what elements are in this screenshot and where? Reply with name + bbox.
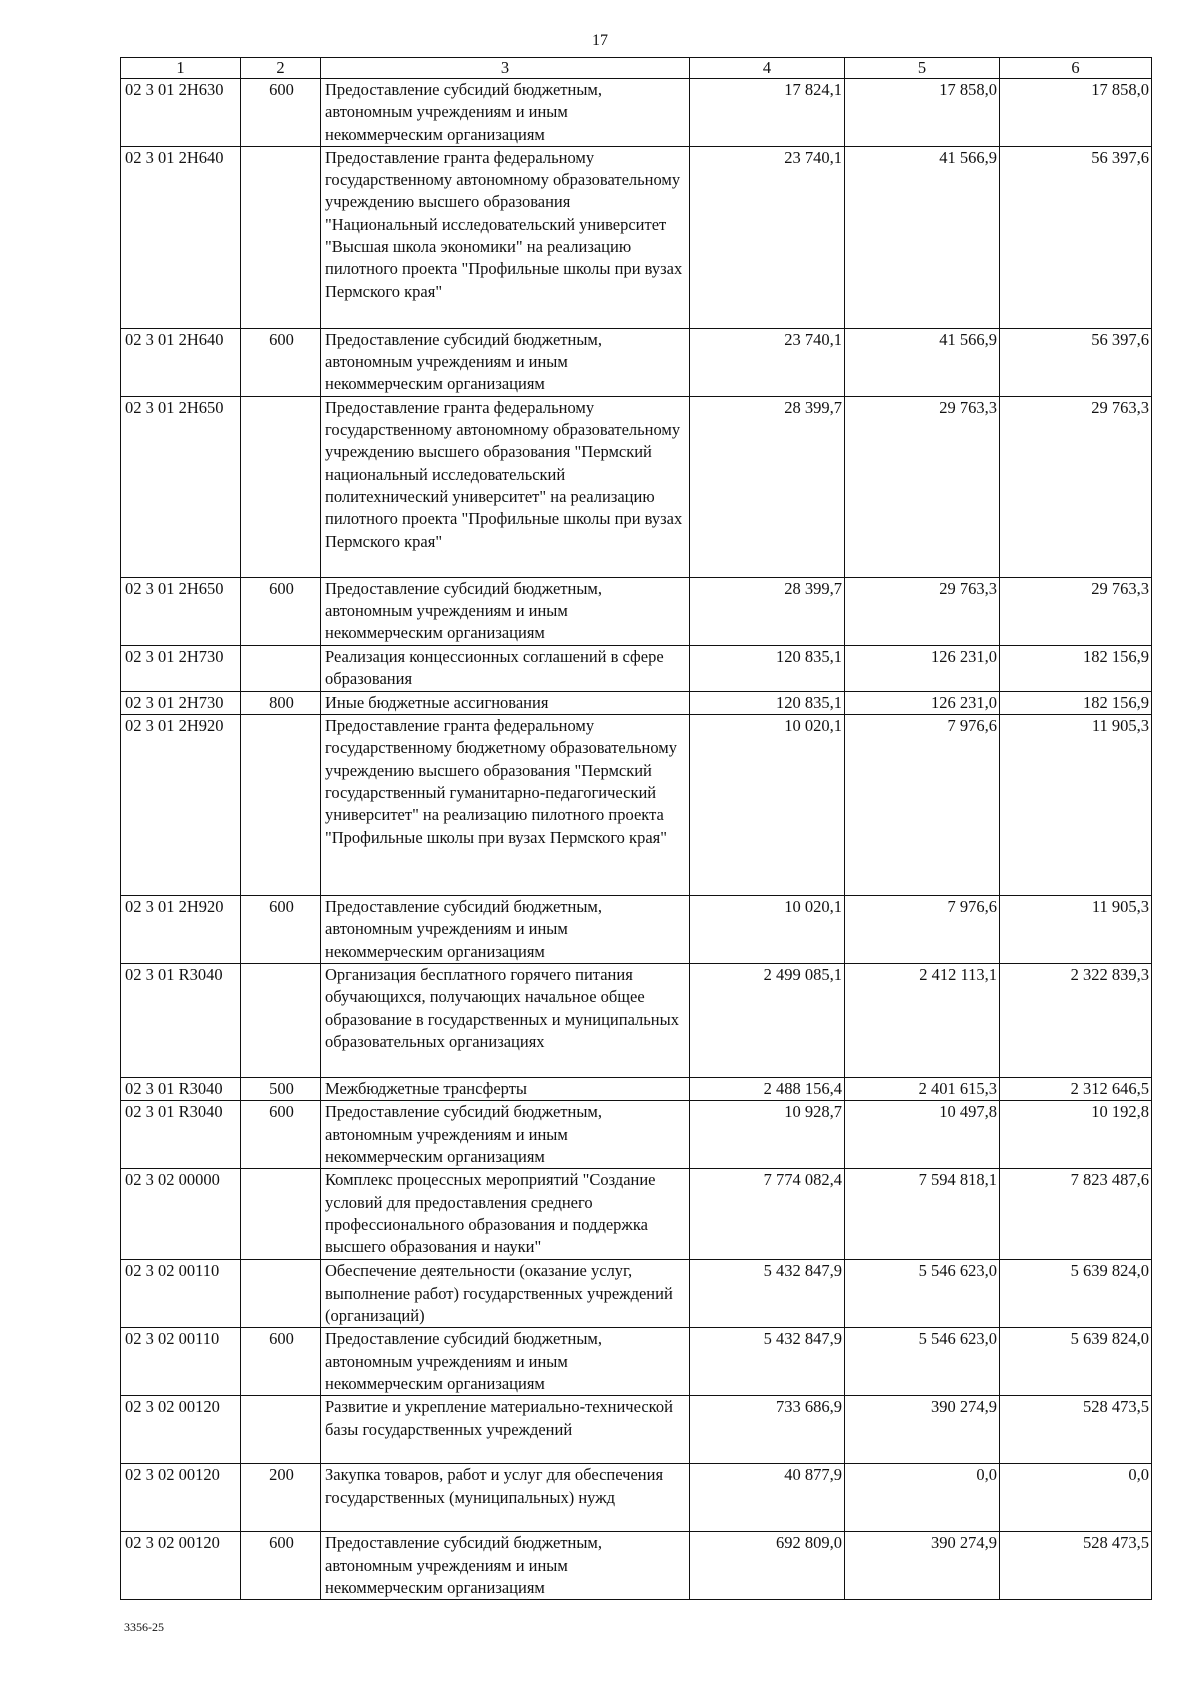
table-row — [121, 1101, 1152, 1169]
row-expense-type — [241, 1396, 321, 1464]
row-value-2024: 10 928,7 — [690, 1101, 845, 1169]
row-value-2025: 390 274,9 — [845, 1396, 1000, 1464]
column-header-6: 6 — [1000, 58, 1152, 79]
row-code: 02 3 01 2Н630 — [121, 79, 241, 147]
row-value-2025: 41 566,9 — [845, 328, 1000, 396]
row-value-2025: 17 858,0 — [845, 79, 1000, 147]
row-name: Предоставление субсидий бюджетным, автономным учреждениям и иным некоммерческим организациям — [321, 1532, 690, 1600]
row-code: 02 3 02 00110 — [121, 1328, 241, 1396]
row-code: 02 3 01 2Н730 — [121, 645, 241, 691]
row-name: Иные бюджетные ассигнования — [321, 691, 690, 714]
row-value-2025: 41 566,9 — [845, 146, 1000, 328]
row-value-2025: 126 231,0 — [845, 645, 1000, 691]
row-name: Предоставление гранта федеральному государственному автономному образовательному учреждению высшего образования "Пермский национальный исследовательский политехнический университет" на реализацию пилотного проекта "Профильные школы при вузах Пермского края" — [321, 396, 690, 577]
row-name: Предоставление гранта федеральному государственному автономному образовательному учреждению высшего образования "Национальный исследовательский университет "Высшая школа экономики" на реализацию пилотного проекта "Профильные школы при вузах Пермского края" — [321, 146, 690, 328]
row-value-2025: 7 976,6 — [845, 896, 1000, 964]
row-value-2025: 7 594 818,1 — [845, 1169, 1000, 1260]
row-expense-type — [241, 1260, 321, 1328]
table-row — [121, 1532, 1152, 1600]
row-code: 02 3 02 00120 — [121, 1464, 241, 1532]
table-row — [121, 691, 1152, 714]
table-row — [121, 1169, 1152, 1260]
row-value-2026: 5 639 824,0 — [1000, 1260, 1152, 1328]
row-name: Предоставление субсидий бюджетным, автономным учреждениям и иным некоммерческим организациям — [321, 328, 690, 396]
row-value-2024: 10 020,1 — [690, 896, 845, 964]
row-expense-type: 600 — [241, 896, 321, 964]
row-value-2025: 2 412 113,1 — [845, 964, 1000, 1078]
row-value-2024: 17 824,1 — [690, 79, 845, 147]
row-expense-type — [241, 715, 321, 896]
row-value-2025: 7 976,6 — [845, 715, 1000, 896]
row-expense-type — [241, 964, 321, 1078]
row-value-2026: 0,0 — [1000, 1464, 1152, 1532]
table-row — [121, 146, 1152, 328]
row-value-2024: 5 432 847,9 — [690, 1260, 845, 1328]
row-value-2026: 528 473,5 — [1000, 1396, 1152, 1464]
row-value-2026: 2 312 646,5 — [1000, 1078, 1152, 1101]
row-code: 02 3 02 00110 — [121, 1260, 241, 1328]
row-name: Предоставление субсидий бюджетным, автономным учреждениям и иным некоммерческим организациям — [321, 577, 690, 645]
table-row — [121, 964, 1152, 1078]
table-row — [121, 1464, 1152, 1532]
row-value-2024: 28 399,7 — [690, 577, 845, 645]
row-value-2024: 120 835,1 — [690, 645, 845, 691]
row-value-2025: 126 231,0 — [845, 691, 1000, 714]
row-expense-type — [241, 396, 321, 577]
row-value-2024: 28 399,7 — [690, 396, 845, 577]
row-expense-type: 600 — [241, 328, 321, 396]
row-value-2025: 5 546 623,0 — [845, 1328, 1000, 1396]
row-expense-type: 600 — [241, 1532, 321, 1600]
row-expense-type: 600 — [241, 79, 321, 147]
row-expense-type: 600 — [241, 1328, 321, 1396]
row-code: 02 3 01 2Н920 — [121, 715, 241, 896]
row-value-2024: 2 488 156,4 — [690, 1078, 845, 1101]
row-value-2025: 0,0 — [845, 1464, 1000, 1532]
row-expense-type — [241, 645, 321, 691]
row-value-2026: 29 763,3 — [1000, 396, 1152, 577]
row-value-2024: 23 740,1 — [690, 328, 845, 396]
row-name: Организация бесплатного горячего питания обучающихся, получающих начальное общее образование в государственных и муниципальных образовательных организациях — [321, 964, 690, 1078]
row-code: 02 3 01 2Н640 — [121, 146, 241, 328]
row-value-2024: 692 809,0 — [690, 1532, 845, 1600]
row-value-2024: 5 432 847,9 — [690, 1328, 845, 1396]
row-expense-type: 200 — [241, 1464, 321, 1532]
budget-table — [120, 57, 1152, 1600]
row-code: 02 3 01 2Н650 — [121, 396, 241, 577]
row-value-2026: 5 639 824,0 — [1000, 1328, 1152, 1396]
row-expense-type: 600 — [241, 577, 321, 645]
row-code: 02 3 02 00120 — [121, 1532, 241, 1600]
row-value-2026: 56 397,6 — [1000, 328, 1152, 396]
page-number: 17 — [592, 32, 608, 49]
row-value-2026: 11 905,3 — [1000, 896, 1152, 964]
row-name: Реализация концессионных соглашений в сфере образования — [321, 645, 690, 691]
row-name: Предоставление субсидий бюджетным, автономным учреждениям и иным некоммерческим организациям — [321, 1101, 690, 1169]
table-row — [121, 328, 1152, 396]
row-value-2026: 29 763,3 — [1000, 577, 1152, 645]
row-code: 02 3 01 R3040 — [121, 1101, 241, 1169]
row-name: Предоставление субсидий бюджетным, автономным учреждениям и иным некоммерческим организациям — [321, 1328, 690, 1396]
row-value-2025: 29 763,3 — [845, 396, 1000, 577]
table-row — [121, 896, 1152, 964]
table-row — [121, 79, 1152, 147]
column-header-5: 5 — [845, 58, 1000, 79]
row-code: 02 3 01 2Н920 — [121, 896, 241, 964]
row-value-2025: 29 763,3 — [845, 577, 1000, 645]
row-value-2026: 7 823 487,6 — [1000, 1169, 1152, 1260]
row-code: 02 3 01 R3040 — [121, 1078, 241, 1101]
row-name: Развитие и укрепление материально-технической базы государственных учреждений — [321, 1396, 690, 1464]
column-header-3: 3 — [321, 58, 690, 79]
row-value-2026: 17 858,0 — [1000, 79, 1152, 147]
table-row — [121, 1396, 1152, 1464]
row-name: Комплекс процессных мероприятий "Создание условий для предоставления среднего профессионального образования и поддержка высшего образования и науки" — [321, 1169, 690, 1260]
row-value-2025: 10 497,8 — [845, 1101, 1000, 1169]
row-value-2026: 182 156,9 — [1000, 645, 1152, 691]
row-expense-type: 600 — [241, 1101, 321, 1169]
row-value-2024: 733 686,9 — [690, 1396, 845, 1464]
column-header-4: 4 — [690, 58, 845, 79]
row-value-2026: 528 473,5 — [1000, 1532, 1152, 1600]
row-code: 02 3 01 2Н730 — [121, 691, 241, 714]
table-row — [121, 645, 1152, 691]
row-value-2024: 2 499 085,1 — [690, 964, 845, 1078]
row-code: 02 3 01 2Н650 — [121, 577, 241, 645]
row-name: Межбюджетные трансферты — [321, 1078, 690, 1101]
row-value-2026: 2 322 839,3 — [1000, 964, 1152, 1078]
row-expense-type: 500 — [241, 1078, 321, 1101]
row-value-2026: 11 905,3 — [1000, 715, 1152, 896]
table-row — [121, 577, 1152, 645]
row-code: 02 3 01 R3040 — [121, 964, 241, 1078]
table-row — [121, 1328, 1152, 1396]
row-name: Предоставление субсидий бюджетным, автономным учреждениям и иным некоммерческим организациям — [321, 896, 690, 964]
table-row — [121, 1260, 1152, 1328]
row-name: Обеспечение деятельности (оказание услуг, выполнение работ) государственных учреждений (организаций) — [321, 1260, 690, 1328]
column-header-1: 1 — [121, 58, 241, 79]
row-code: 02 3 02 00120 — [121, 1396, 241, 1464]
row-value-2024: 120 835,1 — [690, 691, 845, 714]
table-row — [121, 396, 1152, 577]
row-code: 02 3 01 2Н640 — [121, 328, 241, 396]
row-name: Предоставление гранта федеральному государственному бюджетному образовательному учреждению высшего образования "Пермский государственный гуманитарно-педагогический университет" на реализацию пилотного проекта "Профильные школы при вузах Пермского края" — [321, 715, 690, 896]
row-value-2024: 40 877,9 — [690, 1464, 845, 1532]
table-row — [121, 715, 1152, 896]
row-value-2024: 10 020,1 — [690, 715, 845, 896]
column-header-2: 2 — [241, 58, 321, 79]
row-value-2025: 390 274,9 — [845, 1532, 1000, 1600]
row-value-2025: 5 546 623,0 — [845, 1260, 1000, 1328]
row-value-2026: 10 192,8 — [1000, 1101, 1152, 1169]
document-code: 3356-25 — [124, 1620, 164, 1634]
row-value-2024: 7 774 082,4 — [690, 1169, 845, 1260]
table-row — [121, 1078, 1152, 1101]
row-expense-type — [241, 1169, 321, 1260]
row-name: Предоставление субсидий бюджетным, автономным учреждениям и иным некоммерческим организациям — [321, 79, 690, 147]
row-name: Закупка товаров, работ и услуг для обеспечения государственных (муниципальных) нужд — [321, 1464, 690, 1532]
row-expense-type: 800 — [241, 691, 321, 714]
row-code: 02 3 02 00000 — [121, 1169, 241, 1260]
row-expense-type — [241, 146, 321, 328]
row-value-2025: 2 401 615,3 — [845, 1078, 1000, 1101]
row-value-2026: 182 156,9 — [1000, 691, 1152, 714]
row-value-2024: 23 740,1 — [690, 146, 845, 328]
row-value-2026: 56 397,6 — [1000, 146, 1152, 328]
table-header-row — [121, 58, 1152, 79]
